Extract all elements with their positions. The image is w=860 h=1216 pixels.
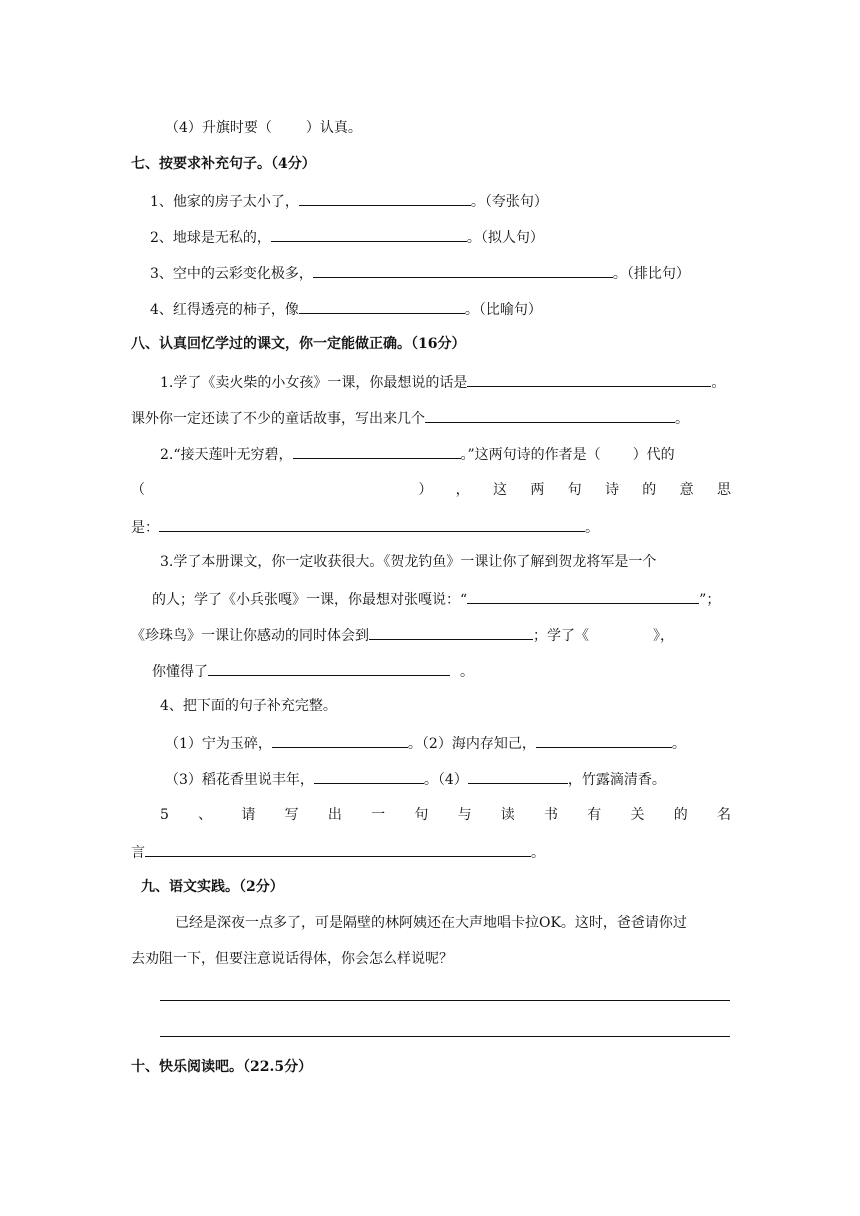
s7-item1-pre: 1、他家的房子太小了， <box>150 194 299 210</box>
s8-q2-char: 意 <box>679 482 694 498</box>
answer-blank[interactable] <box>293 444 461 459</box>
s8-q5-char: 出 <box>327 807 342 823</box>
s8-q2-line1 <box>160 444 675 462</box>
s7-item1 <box>150 191 548 209</box>
s8-q2-char: 两 <box>530 482 545 498</box>
s8-q3-line4-text: 你懂得了 <box>152 664 208 680</box>
s8-q2-char: 思 <box>716 482 731 498</box>
section7-title: 七、按要求补充句子。（4分） <box>131 156 316 172</box>
s7-item3-pre: 3、空中的云彩变化极多， <box>150 266 313 282</box>
s8-q3-line4 <box>152 661 474 679</box>
s8-q1-line1 <box>160 372 725 390</box>
answer-blank[interactable] <box>468 769 568 784</box>
s8-q3-line2-end: ”； <box>699 592 721 608</box>
s8-q2-line2 <box>131 481 731 499</box>
s8-q4-title: 4、把下面的句子补充完整。 <box>160 698 337 714</box>
s8-q2-char: （ <box>131 482 145 498</box>
answer-blank[interactable] <box>314 769 424 784</box>
s6-item4 <box>165 119 362 137</box>
s8-q4-row1 <box>165 733 686 751</box>
s6-item4-pre: （4）升旗时要（ <box>165 120 272 136</box>
answer-blank[interactable] <box>272 733 408 748</box>
answer-line[interactable] <box>160 1036 730 1037</box>
s8-q4-r1a: （1）宁为玉碎， <box>165 736 272 752</box>
s7-item1-post: 。（夸张句） <box>470 194 548 210</box>
s8-q3-line3-text: 《珍珠鸟》一课让你感动的同时体会到 <box>131 628 369 644</box>
s8-q2-line3 <box>131 517 599 535</box>
s8-q2-pre: 2.“接天莲叶无穷碧， <box>160 447 293 463</box>
s8-q5-char: 请 <box>241 807 256 823</box>
s6-item4-post: ）认真。 <box>305 120 362 136</box>
s8-q2-char: ） <box>418 482 433 498</box>
s8-q1-pre: 1.学了《卖火柴的小女孩》一课，你最想说的话是 <box>160 375 468 391</box>
s8-q5-char: 关 <box>630 807 645 823</box>
s7-item3 <box>150 263 690 281</box>
s8-q5-char: 句 <box>414 807 429 823</box>
s8-q3-line3-mid: ；学了《 <box>533 628 589 644</box>
section9-title: 九、语文实践。（2分） <box>141 879 284 895</box>
s8-q5-char: 读 <box>500 807 515 823</box>
answer-blank[interactable] <box>425 408 675 423</box>
answer-blank[interactable] <box>271 227 467 242</box>
s9-paragraph-line2: 去劝阻一下，但要注意说话得体，你会怎么样说呢？ <box>131 951 453 967</box>
answer-blank[interactable] <box>299 299 465 314</box>
s8-q5-char: 的 <box>673 807 688 823</box>
answer-line[interactable] <box>160 1000 730 1001</box>
answer-blank[interactable] <box>145 842 531 857</box>
s8-q5-line2 <box>131 842 545 860</box>
s8-q5-line1 <box>160 806 731 824</box>
s8-q2-line3-end: 。 <box>585 520 599 536</box>
s8-q3-line4-end: 。 <box>460 664 474 680</box>
s7-item2-post: 。（拟人句） <box>466 230 544 246</box>
s8-q5-char: 与 <box>457 807 472 823</box>
s7-item4 <box>150 299 542 317</box>
s8-q1-line2-text: 课外你一定还读了不少的童话故事，写出来几个 <box>131 411 425 427</box>
answer-blank[interactable] <box>159 517 585 532</box>
s8-q5-line2-text: 言 <box>131 845 145 861</box>
s8-q5-char: 一 <box>371 807 386 823</box>
answer-blank[interactable] <box>208 661 450 676</box>
answer-blank[interactable] <box>313 263 613 278</box>
s9-paragraph-line1: 已经是深夜一点多了，可是隔壁的林阿姨还在大声地唱卡拉OK。这时，爸爸请你过 <box>175 915 687 931</box>
section8-title: 八、认真回忆学过的课文，你一定能做正确。（16分） <box>131 336 466 352</box>
s8-q5-char: 、 <box>198 807 213 823</box>
section10-title: 十、快乐阅读吧。（22.5分） <box>131 1059 313 1075</box>
s8-q2-char: 诗 <box>604 482 619 498</box>
answer-blank[interactable] <box>369 625 533 640</box>
s8-q2-post: ）代的 <box>632 447 675 463</box>
s8-q5-char: 书 <box>544 807 559 823</box>
s7-item4-post: 。（比喻句） <box>464 302 542 318</box>
s8-q1-line2-end: 。 <box>675 411 689 427</box>
s8-q4-r1c: 。 <box>671 736 686 752</box>
s8-q5-char: 名 <box>716 807 731 823</box>
s8-q1-line2 <box>131 408 689 426</box>
answer-blank[interactable] <box>467 589 699 604</box>
answer-blank[interactable] <box>467 372 711 387</box>
s8-q4-r1b: 。（2）海内存知己， <box>407 736 536 752</box>
s8-q5-char: 有 <box>587 807 602 823</box>
s8-q1-end: 。 <box>711 375 726 391</box>
s8-q2-line3-text: 是： <box>131 520 159 536</box>
s7-item4-pre: 4、红得透亮的柿子，像 <box>150 302 299 318</box>
s8-q3-line3 <box>131 625 674 643</box>
s8-q2-char: 的 <box>642 482 657 498</box>
s8-q3-line2 <box>152 589 720 607</box>
answer-blank[interactable] <box>536 733 672 748</box>
s7-item3-post: 。（排比句） <box>612 266 690 282</box>
s8-q2-char: 句 <box>567 482 582 498</box>
answer-blank[interactable] <box>299 191 471 206</box>
s8-q2-char: 这 <box>492 482 507 498</box>
s8-q5-char: 写 <box>284 807 299 823</box>
s8-q5-end: 。 <box>531 845 545 861</box>
s8-q4-row2 <box>165 769 666 787</box>
s8-q5-char: 5 <box>160 807 169 823</box>
s8-q2-mid: 。”这两句诗的作者是（ <box>460 447 601 463</box>
s8-q3-line1: 3.学了本册课文，你一定收获很大。《贺龙钓鱼》一课让你了解到贺龙将军是一个 <box>160 554 657 570</box>
s8-q4-r2a: （3）稻花香里说丰年， <box>165 772 314 788</box>
s8-q4-r2b: 。（4） <box>423 772 468 788</box>
s8-q4-r2c: ，竹露滴清香。 <box>567 772 666 788</box>
s7-item2 <box>150 227 544 245</box>
s8-q3-line3-end: 》， <box>653 628 674 644</box>
s8-q2-char: ， <box>455 482 470 498</box>
s8-q3-line2-text: 的人；学了《小兵张嘎》一课，你最想对张嘎说：“ <box>152 592 468 608</box>
s7-item2-pre: 2、地球是无私的， <box>150 230 271 246</box>
